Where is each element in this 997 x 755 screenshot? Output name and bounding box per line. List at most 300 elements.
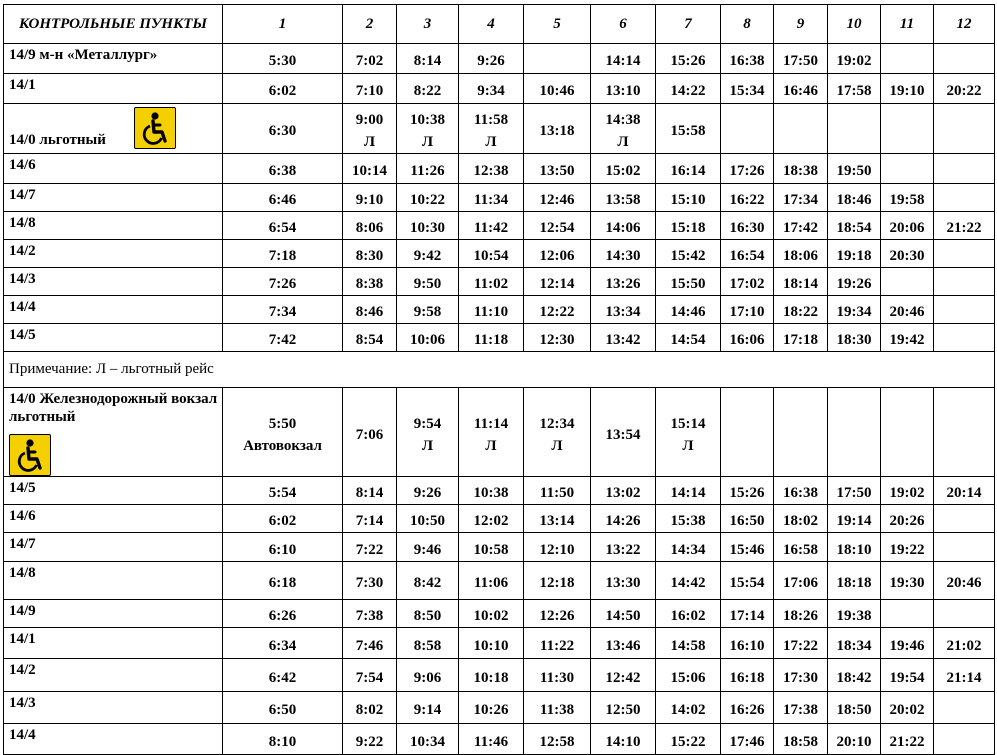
checkpoint-cell [4,74,223,104]
departure-time-cell: 20:10 [828,724,881,755]
departure-time-cell: 18:30 [828,324,881,352]
checkpoint-cell [4,212,223,240]
departure-time-cell: 18:10 [828,533,881,562]
departure-time-cell: 8:14 [343,477,397,505]
departure-time-cell: 6:10 [223,533,343,562]
departure-time-cell: 19:58 [881,184,934,212]
checkpoint-label: 14/9 м-н «Металлург» [9,47,158,63]
departure-time-cell: 20:06 [881,212,934,240]
checkpoint-label: 14/9 [9,603,36,619]
departure-time-cell: 8:14 [397,44,459,74]
trip-number-header: 7 [656,5,721,44]
schedule-row [4,659,995,692]
checkpoint-cell [4,184,223,212]
departure-time-cell: 21:14 [934,659,995,692]
checkpoint-label: 14/4 [9,727,36,743]
departure-time-cell [934,388,995,477]
departure-time-cell: 10:06 [397,324,459,352]
departure-time-cell: 14:10 [591,724,656,755]
checkpoint-cell [4,154,223,184]
departure-time-cell: 10:46 [524,74,591,104]
departure-time-cell: 8:58 [397,628,459,659]
departure-time-cell: 16:26 [721,692,774,724]
departure-time-cell: 9:06 [397,659,459,692]
departure-time-cell: 9:42 [397,240,459,268]
checkpoint-cell [4,268,223,296]
departure-time-cell: 9:00 Л [343,104,397,154]
departure-time-cell: 17:38 [774,692,828,724]
departure-time-cell: 17:02 [721,268,774,296]
departure-time-cell: 10:14 [343,154,397,184]
departure-time-cell: 8:38 [343,268,397,296]
departure-time-cell: 16:06 [721,324,774,352]
departure-time-cell: 13:26 [591,268,656,296]
departure-time-cell: 17:14 [721,600,774,628]
departure-time-cell [934,724,995,755]
departure-time-cell: 13:54 [591,388,656,477]
departure-time-cell: 15:42 [656,240,721,268]
departure-time-cell: 8:30 [343,240,397,268]
departure-time-cell: 20:46 [934,562,995,600]
checkpoint-label: 14/5 [9,480,36,496]
departure-time-cell: 11:06 [459,562,524,600]
departure-time-cell: 11:02 [459,268,524,296]
checkpoint-cell [4,628,223,659]
departure-time-cell: 17:30 [774,659,828,692]
departure-time-cell: 14:26 [591,505,656,533]
schedule-row [4,296,995,324]
schedule-row [4,533,995,562]
departure-time-cell: 16:50 [721,505,774,533]
departure-time-cell: 11:46 [459,724,524,755]
departure-time-cell: 7:26 [223,268,343,296]
departure-time-cell [934,505,995,533]
departure-time-cell: 6:54 [223,212,343,240]
departure-time-cell: 13:14 [524,505,591,533]
departure-time-cell [828,104,881,154]
departure-time-cell: 16:14 [656,154,721,184]
checkpoint-label: 14/8 [9,565,36,581]
departure-time-cell: 20:02 [881,692,934,724]
departure-time-cell: 17:46 [721,724,774,755]
schedule-row [4,628,995,659]
checkpoint-cell [4,296,223,324]
departure-time-cell: 19:42 [881,324,934,352]
departure-time-cell: 21:02 [934,628,995,659]
departure-time-cell [934,240,995,268]
departure-time-cell: 17:22 [774,628,828,659]
checkpoint-label: 14/4 [9,299,36,315]
departure-time-cell: 12:14 [524,268,591,296]
departure-time-cell: 6:02 [223,505,343,533]
departure-time-cell: 19:34 [828,296,881,324]
departure-time-cell: 17:58 [828,74,881,104]
departure-time-cell: 10:50 [397,505,459,533]
departure-time-cell: 17:50 [828,477,881,505]
checkpoint-label: 14/3 [9,695,36,711]
departure-time-cell: 19:54 [881,659,934,692]
departure-time-cell: 18:42 [828,659,881,692]
trip-number-header: 1 [223,5,343,44]
departure-time-cell: 13:46 [591,628,656,659]
departure-time-cell: 16:54 [721,240,774,268]
departure-time-cell: 7:18 [223,240,343,268]
departure-time-cell: 19:26 [828,268,881,296]
departure-time-cell: 13:02 [591,477,656,505]
departure-time-cell: 6:42 [223,659,343,692]
departure-time-cell: 6:02 [223,74,343,104]
departure-time-cell: 9:46 [397,533,459,562]
departure-time-cell: 13:10 [591,74,656,104]
departure-time-cell: 19:22 [881,533,934,562]
checkpoint-label: 14/2 [9,243,36,259]
departure-time-cell: 14:30 [591,240,656,268]
departure-time-cell: 15:14 Л [656,388,721,477]
departure-time-cell: 14:02 [656,692,721,724]
departure-time-cell: 12:34 Л [524,388,591,477]
checkpoint-label: 14/7 [9,536,36,552]
trip-number-header: 9 [774,5,828,44]
departure-time-cell: 19:02 [881,477,934,505]
departure-time-cell: 19:50 [828,154,881,184]
departure-time-cell: 7:10 [343,74,397,104]
departure-time-cell [934,296,995,324]
departure-time-cell: 12:18 [524,562,591,600]
departure-time-cell: 17:18 [774,324,828,352]
departure-time-cell [721,388,774,477]
departure-time-cell: 12:02 [459,505,524,533]
departure-time-cell: 9:22 [343,724,397,755]
departure-time-cell: 6:50 [223,692,343,724]
departure-time-cell: 11:14 Л [459,388,524,477]
departure-time-cell: 16:10 [721,628,774,659]
departure-time-cell: 11:18 [459,324,524,352]
departure-time-cell [721,104,774,154]
departure-time-cell [934,154,995,184]
departure-time-cell: 14:50 [591,600,656,628]
departure-time-cell: 9:34 [459,74,524,104]
departure-time-cell: 8:10 [223,724,343,755]
checkpoint-cell [4,692,223,724]
departure-time-cell: 10:30 [397,212,459,240]
departure-time-cell: 16:18 [721,659,774,692]
wheelchair-icon [134,107,176,149]
departure-time-cell: 7:30 [343,562,397,600]
departure-time-cell [524,44,591,74]
departure-time-cell: 13:50 [524,154,591,184]
schedule-row [4,154,995,184]
departure-time-cell: 10:22 [397,184,459,212]
departure-time-cell: 5:50 Автовокзал [223,388,343,477]
departure-time-cell: 18:06 [774,240,828,268]
departure-time-cell: 17:26 [721,154,774,184]
departure-time-cell: 18:50 [828,692,881,724]
departure-time-cell: 10:38 Л [397,104,459,154]
departure-time-cell: 10:18 [459,659,524,692]
departure-time-cell: 5:54 [223,477,343,505]
checkpoint-cell [4,240,223,268]
departure-time-cell: 18:54 [828,212,881,240]
departure-time-cell: 15:26 [656,44,721,74]
departure-time-cell: 13:22 [591,533,656,562]
departure-time-cell: 17:06 [774,562,828,600]
checkpoint-cell [4,724,223,755]
checkpoint-cell [4,659,223,692]
schedule-row [4,692,995,724]
departure-time-cell: 15:58 [656,104,721,154]
schedule-row [4,104,995,154]
departure-time-cell: 14:54 [656,324,721,352]
departure-time-cell: 16:22 [721,184,774,212]
departure-time-cell: 15:38 [656,505,721,533]
departure-time-cell: 12:30 [524,324,591,352]
trip-number-header: 12 [934,5,995,44]
departure-time-cell: 7:22 [343,533,397,562]
departure-time-cell: 16:38 [721,44,774,74]
departure-time-cell [828,388,881,477]
checkpoint-label: 14/0 Железнодорожный вокзал льготный [9,391,218,425]
departure-time-cell: 14:22 [656,74,721,104]
departure-time-cell: 9:26 [397,477,459,505]
departure-time-cell: 13:58 [591,184,656,212]
departure-time-cell: 8:46 [343,296,397,324]
departure-time-cell: 12:50 [591,692,656,724]
departure-time-cell: 15:34 [721,74,774,104]
departure-time-cell [881,268,934,296]
departure-time-cell [881,600,934,628]
departure-time-cell [934,268,995,296]
checkpoint-cell [4,324,223,352]
checkpoint-cell [4,104,223,154]
trip-number-header: 2 [343,5,397,44]
departure-time-cell: 7:14 [343,505,397,533]
departure-time-cell: 18:34 [828,628,881,659]
departure-time-cell: 20:30 [881,240,934,268]
checkpoint-label: 14/1 [9,631,36,647]
schedule-table [3,4,995,755]
departure-time-cell [881,154,934,184]
departure-time-cell: 12:06 [524,240,591,268]
schedule-row [4,562,995,600]
departure-time-cell: 11:22 [524,628,591,659]
departure-time-cell: 17:50 [774,44,828,74]
departure-time-cell: 13:18 [524,104,591,154]
departure-time-cell [881,44,934,74]
checkpoint-cell [4,388,223,477]
note-row [4,352,995,388]
checkpoint-cell [4,600,223,628]
departure-time-cell: 15:46 [721,533,774,562]
departure-time-cell: 19:18 [828,240,881,268]
checkpoint-cell [4,44,223,74]
departure-time-cell: 16:30 [721,212,774,240]
departure-time-cell: 18:02 [774,505,828,533]
checkpoint-cell [4,562,223,600]
departure-time-cell: 15:06 [656,659,721,692]
departure-time-cell: 10:38 [459,477,524,505]
schedule-row [4,600,995,628]
trip-number-header: 8 [721,5,774,44]
departure-time-cell: 6:26 [223,600,343,628]
trip-number-header: 3 [397,5,459,44]
departure-time-cell: 12:54 [524,212,591,240]
departure-time-cell: 14:06 [591,212,656,240]
departure-time-cell: 7:38 [343,600,397,628]
departure-time-cell: 12:26 [524,600,591,628]
checkpoint-cell [4,505,223,533]
departure-time-cell [881,388,934,477]
departure-time-cell: 9:26 [459,44,524,74]
departure-time-cell: 14:14 [591,44,656,74]
checkpoint-label: 14/7 [9,187,36,203]
departure-time-cell: 7:02 [343,44,397,74]
departure-time-cell: 7:34 [223,296,343,324]
departure-time-cell: 12:58 [524,724,591,755]
departure-time-cell: 18:26 [774,600,828,628]
departure-time-cell: 12:10 [524,533,591,562]
trip-number-header: 6 [591,5,656,44]
departure-time-cell: 15:18 [656,212,721,240]
departure-time-cell [934,44,995,74]
schedule-row [4,268,995,296]
schedule-row [4,477,995,505]
departure-time-cell: 7:46 [343,628,397,659]
departure-time-cell [934,324,995,352]
schedule-note: Примечание: Л – льготный рейс [4,352,995,388]
trip-number-header: 4 [459,5,524,44]
departure-time-cell: 17:34 [774,184,828,212]
departure-time-cell: 15:50 [656,268,721,296]
departure-time-cell: 17:10 [721,296,774,324]
checkpoint-cell [4,533,223,562]
departure-time-cell: 14:42 [656,562,721,600]
departure-time-cell: 20:46 [881,296,934,324]
schedule-row [4,212,995,240]
departure-time-cell [774,388,828,477]
departure-time-cell [881,104,934,154]
departure-time-cell: 10:34 [397,724,459,755]
departure-time-cell: 19:38 [828,600,881,628]
departure-time-cell: 19:30 [881,562,934,600]
departure-time-cell: 18:18 [828,562,881,600]
schedule-row [4,324,995,352]
departure-time-cell: 16:58 [774,533,828,562]
departure-time-cell: 14:14 [656,477,721,505]
schedule-row [4,240,995,268]
departure-time-cell: 11:38 [524,692,591,724]
departure-time-cell: 6:34 [223,628,343,659]
departure-time-cell: 6:46 [223,184,343,212]
checkpoint-label: 14/6 [9,157,36,173]
departure-time-cell: 18:14 [774,268,828,296]
departure-time-cell: 15:54 [721,562,774,600]
trip-number-header: 10 [828,5,881,44]
departure-time-cell: 11:26 [397,154,459,184]
header-row [4,5,995,44]
departure-time-cell: 8:54 [343,324,397,352]
departure-time-cell [934,533,995,562]
departure-time-cell: 12:38 [459,154,524,184]
schedule-row [4,74,995,104]
schedule-row [4,44,995,74]
departure-time-cell: 7:06 [343,388,397,477]
departure-time-cell: 12:42 [591,659,656,692]
departure-time-cell: 14:38 Л [591,104,656,154]
departure-time-cell: 20:26 [881,505,934,533]
departure-time-cell: 19:46 [881,628,934,659]
checkpoint-label: 14/3 [9,271,36,287]
departure-time-cell: 10:58 [459,533,524,562]
departure-time-cell: 14:34 [656,533,721,562]
departure-time-cell: 8:42 [397,562,459,600]
departure-time-cell: 16:02 [656,600,721,628]
departure-time-cell: 18:38 [774,154,828,184]
checkpoint-label: 14/0 льготный [9,132,106,148]
departure-time-cell: 10:54 [459,240,524,268]
departure-time-cell: 11:30 [524,659,591,692]
departure-time-cell: 12:22 [524,296,591,324]
departure-time-cell: 17:42 [774,212,828,240]
checkpoint-label: 14/5 [9,327,36,343]
departure-time-cell: 13:30 [591,562,656,600]
departure-time-cell: 19:10 [881,74,934,104]
departure-time-cell: 9:54 Л [397,388,459,477]
departure-time-cell: 10:10 [459,628,524,659]
departure-time-cell: 19:14 [828,505,881,533]
departure-time-cell: 11:42 [459,212,524,240]
departure-time-cell: 6:18 [223,562,343,600]
checkpoints-header: КОНТРОЛЬНЫЕ ПУНКТЫ [4,5,223,44]
trip-number-header: 5 [524,5,591,44]
departure-time-cell: 21:22 [881,724,934,755]
departure-time-cell: 15:10 [656,184,721,212]
departure-time-cell: 20:22 [934,74,995,104]
departure-time-cell: 6:30 [223,104,343,154]
departure-time-cell: 14:58 [656,628,721,659]
departure-time-cell: 11:34 [459,184,524,212]
checkpoint-label: 14/2 [9,662,36,678]
departure-time-cell: 16:38 [774,477,828,505]
departure-time-cell: 11:10 [459,296,524,324]
departure-time-cell: 12:46 [524,184,591,212]
departure-time-cell: 13:42 [591,324,656,352]
departure-time-cell: 8:50 [397,600,459,628]
departure-time-cell: 18:22 [774,296,828,324]
departure-time-cell: 11:50 [524,477,591,505]
departure-time-cell: 13:34 [591,296,656,324]
schedule-row [4,388,995,477]
departure-time-cell: 8:02 [343,692,397,724]
departure-time-cell: 9:14 [397,692,459,724]
departure-time-cell: 10:02 [459,600,524,628]
schedule-row [4,724,995,755]
departure-time-cell: 19:02 [828,44,881,74]
departure-time-cell: 5:30 [223,44,343,74]
departure-time-cell: 15:26 [721,477,774,505]
departure-time-cell: 18:46 [828,184,881,212]
checkpoint-label: 14/6 [9,508,36,524]
departure-time-cell: 10:26 [459,692,524,724]
departure-time-cell: 16:46 [774,74,828,104]
departure-time-cell: 9:58 [397,296,459,324]
trip-number-header: 11 [881,5,934,44]
departure-time-cell: 15:02 [591,154,656,184]
schedule-row [4,184,995,212]
departure-time-cell [934,600,995,628]
schedule-row [4,505,995,533]
departure-time-cell [934,184,995,212]
departure-time-cell: 18:58 [774,724,828,755]
